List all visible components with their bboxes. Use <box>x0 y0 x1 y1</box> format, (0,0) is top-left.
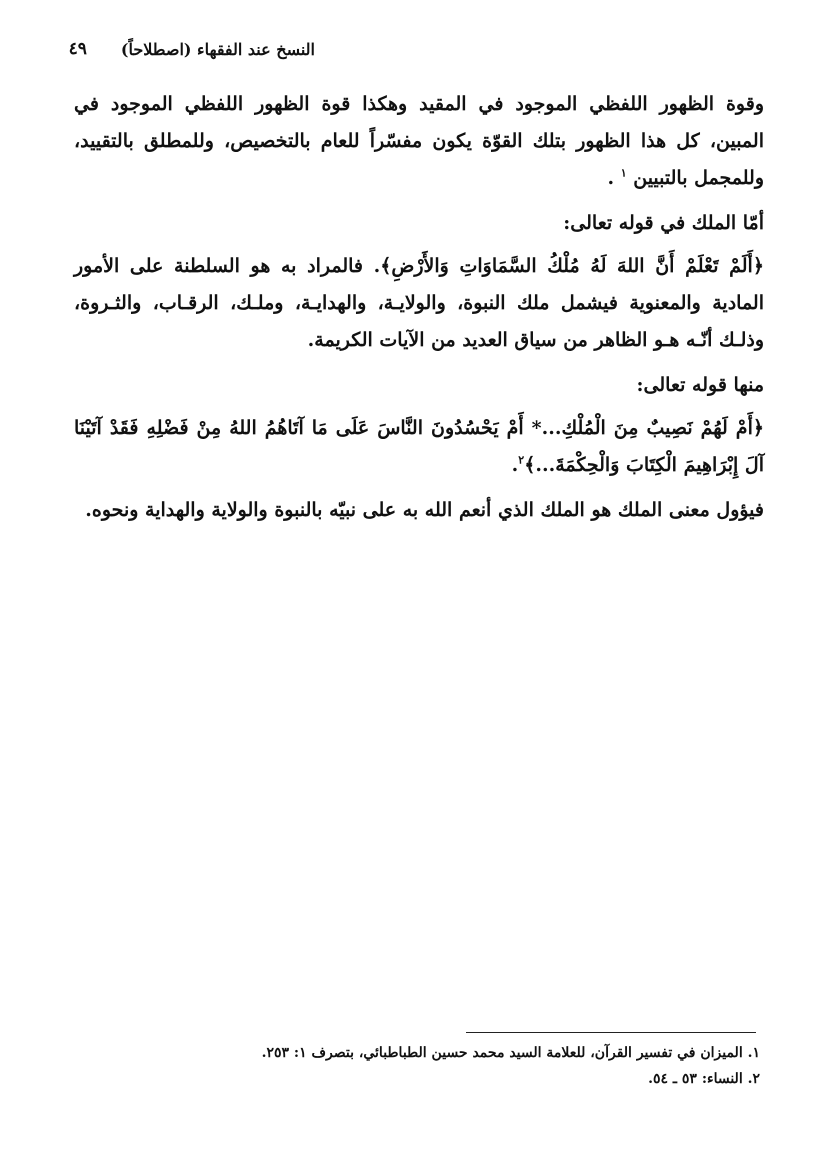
paragraph-1-period: . <box>607 167 615 189</box>
quran-close-bracket: ﴾ <box>380 255 392 277</box>
footnote-divider <box>466 1032 756 1033</box>
footnotes <box>200 1040 760 1092</box>
paragraph-2 <box>74 205 764 242</box>
quran-close-bracket-2: ﴾ <box>524 454 536 476</box>
page-number: ٤٩ <box>68 39 87 59</box>
paragraph-4 <box>74 367 764 404</box>
paragraph-6-text: فيؤول معنى الملك هو الملك الذي أنعم الله به على نبيّه بالنبوة والولاية والهداية ونحوه. <box>85 499 764 521</box>
paragraph-5-tail: . <box>511 454 519 476</box>
footnote-2: ٢. النساء: ٥٣ ـ ٥٤. <box>648 1071 760 1087</box>
paragraph-5 <box>74 410 764 484</box>
quran-open-bracket: ﴿ <box>752 255 764 277</box>
header-title: النسخ عند الفقهاء (اصطلاحاً) <box>120 39 315 59</box>
paragraph-6 <box>74 492 764 529</box>
paragraph-1-text: وقوة الظهور اللفظي الموجود في المقيد وهكذا قوة الظهور اللفظي الموجود في المبين، كل هذا الظهور بتلك القوّة يكون مفسّراً للعام بالتخصيص، وللمطلق بالتقييد، وللمجمل بالتبيين <box>74 93 764 189</box>
paragraph-4-text: منها قوله تعالى: <box>636 374 764 396</box>
paragraph-3-text: . فالمراد به هو السلطنة على الأمور المادية والمعنوية فيشمل ملك النبوة، والولايـة، والهدايـة، وملـك، الرقـاب، والثـروة، وذلـك أنّـه هـو الظاهر من سياق العديد من الآيات الكريمة. <box>74 255 764 351</box>
main-text <box>74 86 764 537</box>
paragraph-1 <box>74 86 764 197</box>
paragraph-3 <box>74 248 764 359</box>
footnote-1: ١. الميزان في تفسير القرآن، للعلامة السيد محمد حسين الطباطبائي، بتصرف ١: ٢٥٣. <box>261 1045 760 1061</box>
running-header <box>60 34 315 64</box>
paragraph-2-text: أمّا الملك في قوله تعالى: <box>563 212 764 234</box>
quran-verse-2: أَمْ لَهُمْ نَصِيبٌ مِنَ الْمُلْكِ...* أَمْ يَحْسُدُونَ النَّاسَ عَلَى مَا آتَاهُمُ اللهُ مِنْ فَضْلِهِ فَقَدْ آتَيْنَا آلَ إِبْرَاهِيمَ الْكِتَابَ وَالْحِكْمَةَ... <box>74 417 764 476</box>
footnote-ref-1: ١ <box>620 166 627 180</box>
quran-verse-1: أَلَمْ تَعْلَمْ أَنَّ اللهَ لَهُ مُلْكُ السَّمَاوَاتِ وَالأَرْضِ <box>391 255 753 277</box>
quran-open-bracket-2: ﴿ <box>752 417 764 439</box>
footnote-ref-2: ٢ <box>518 453 525 467</box>
